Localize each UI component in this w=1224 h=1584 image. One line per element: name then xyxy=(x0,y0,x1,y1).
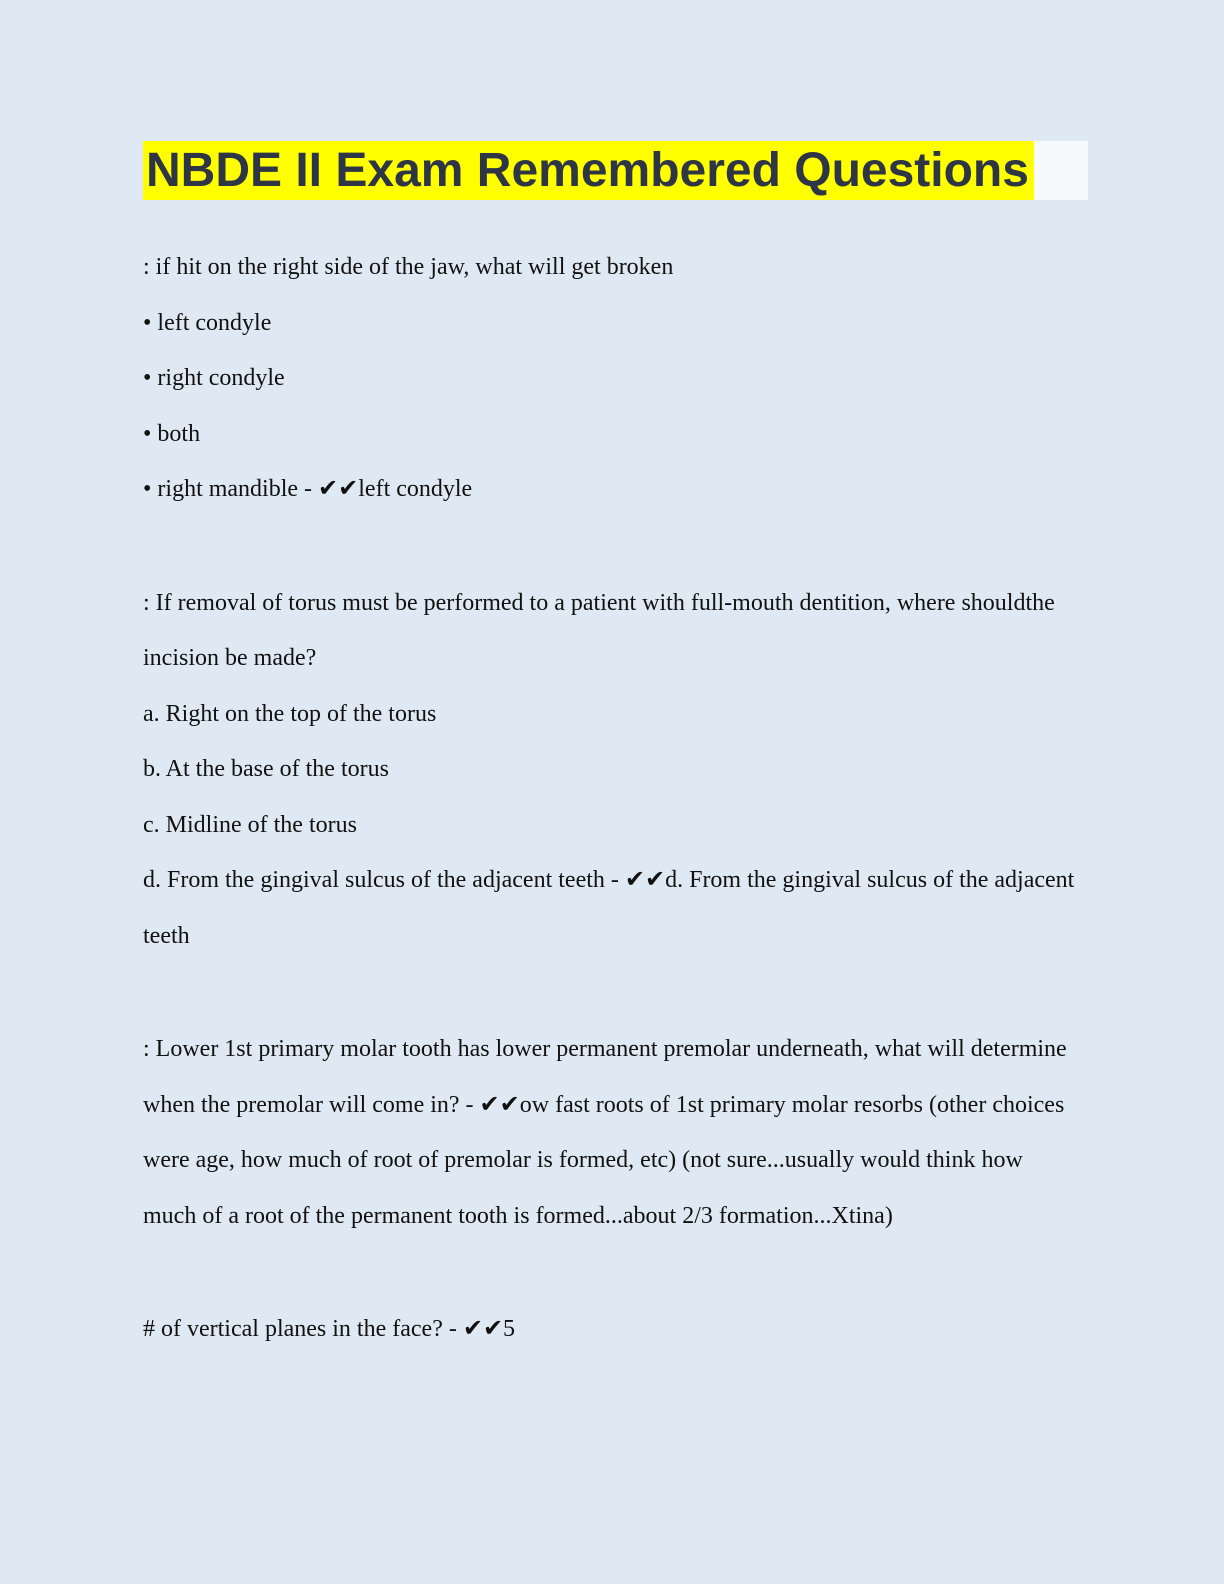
question-block-4 xyxy=(143,1302,1224,1358)
question-1-option-b: • right condyle xyxy=(143,365,285,391)
question-1-text: : if hit on the right side of the jaw, what will get broken xyxy=(143,254,674,280)
question-4-answer: # of vertical planes in the face? - ✔✔5 xyxy=(143,1316,516,1342)
highlight-end-box xyxy=(1034,141,1088,200)
question-block-3 xyxy=(143,1022,1224,1244)
question-2-answer-continued: teeth xyxy=(143,922,190,949)
page-title: NBDE II Exam Remembered Questions xyxy=(143,141,1034,200)
block-gap xyxy=(143,518,1224,576)
question-3-answer-continued: were age, how much of root of premolar is formed, etc) (not sure...usually would think how xyxy=(143,1147,1023,1173)
question-2-option-a: a. Right on the top of the torus xyxy=(143,700,437,727)
question-1-option-c: • both xyxy=(143,420,201,447)
block-gap xyxy=(143,1244,1224,1302)
question-2-text: : If removal of torus must be performed to a patient with full-mouth dentition, where shouldthe xyxy=(143,589,1055,616)
document-body xyxy=(143,240,1224,1358)
question-2-option-b: b. At the base of the torus xyxy=(143,756,389,782)
question-1-answer: • right mandible - ✔✔left condyle xyxy=(143,476,473,502)
question-block-2 xyxy=(143,576,1224,965)
block-gap xyxy=(143,964,1224,1022)
question-3-answer: when the premolar will come in? - ✔✔ow fast roots of 1st primary molar resorbs (other choices xyxy=(143,1091,1065,1118)
question-3-text: : Lower 1st primary molar tooth has lower permanent premolar underneath, what will determine xyxy=(143,1036,1067,1062)
question-1-option-a: • left condyle xyxy=(143,309,272,336)
title-row xyxy=(143,0,1224,200)
question-2-text-continued: incision be made? xyxy=(143,645,317,671)
question-3-answer-continued-2: much of a root of the permanent tooth is formed...about 2/3 formation...Xtina) xyxy=(143,1202,893,1229)
question-block-1 xyxy=(143,240,1224,518)
question-2-answer: d. From the gingival sulcus of the adjacent teeth - ✔✔d. From the gingival sulcus of the adjacent xyxy=(143,867,1075,893)
question-2-option-c: c. Midline of the torus xyxy=(143,811,357,838)
